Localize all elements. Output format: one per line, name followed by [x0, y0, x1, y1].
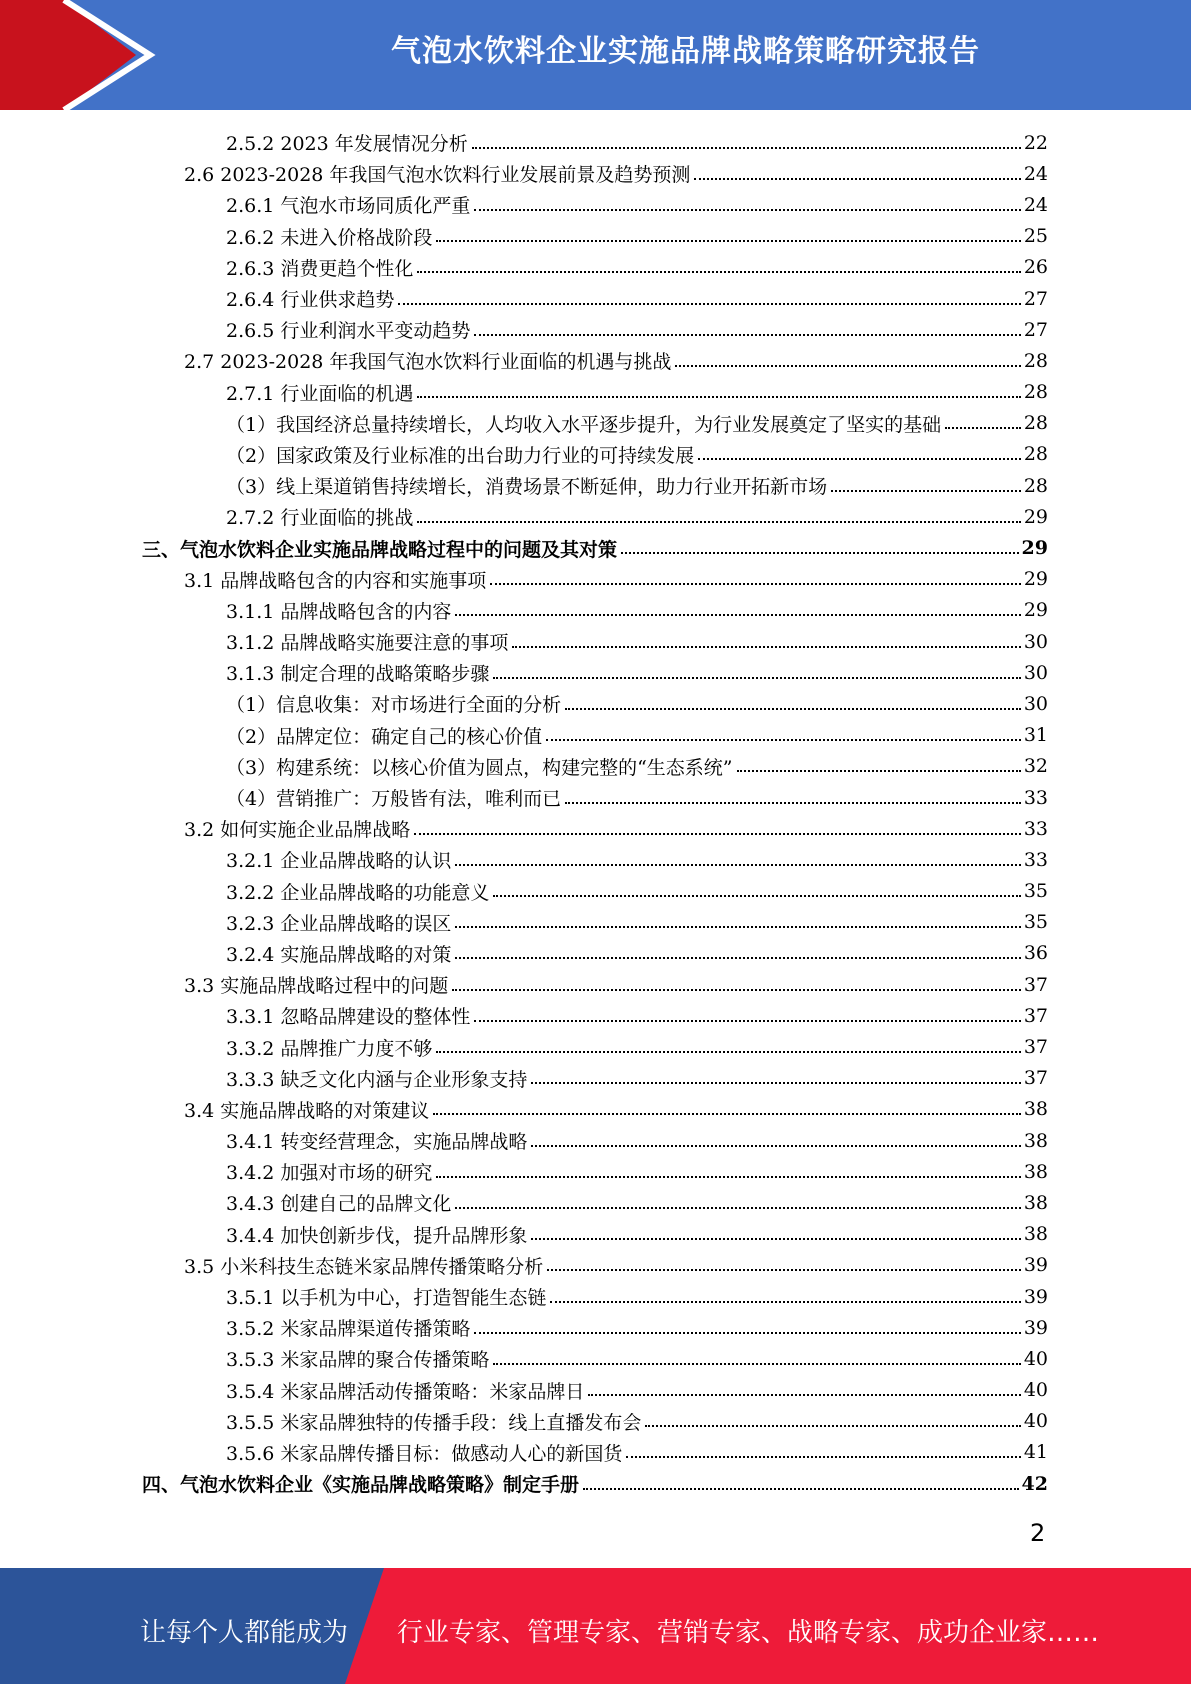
toc-entry-title: 2.6.4 行业供求趋势 [226, 289, 395, 312]
toc-dot-leader [417, 521, 1020, 523]
toc-entry-title: 2.7.1 行业面临的机遇 [226, 382, 414, 405]
toc-entry[interactable] [142, 283, 1048, 314]
toc-dot-leader [472, 147, 1021, 149]
toc-dot-leader [831, 490, 1021, 492]
toc-dot-leader [455, 926, 1020, 928]
toc-entry[interactable] [142, 688, 1048, 719]
toc-entry-title: 3.2.1 企业品牌战略的认识 [226, 850, 452, 873]
toc-dot-leader [531, 1082, 1020, 1084]
toc-entry-page: 30 [1023, 661, 1048, 684]
toc-entry-title: （1）我国经济总量持续增长，人均收入水平逐步提升，为行业发展奠定了坚实的基础 [226, 413, 942, 436]
toc-entry-page: 24 [1023, 162, 1048, 185]
toc-entry-page: 22 [1023, 131, 1048, 154]
toc-entry-page: 32 [1023, 755, 1048, 778]
toc-entry-title: 3.4.4 加快创新步伐，提升品牌形象 [226, 1224, 528, 1247]
toc-entry-page: 38 [1023, 1098, 1048, 1121]
toc-entry-page: 35 [1023, 911, 1048, 934]
toc-entry[interactable] [142, 813, 1048, 844]
toc-dot-leader [436, 240, 1020, 242]
table-of-contents [142, 127, 1048, 1499]
toc-entry[interactable] [142, 876, 1048, 907]
toc-entry[interactable] [142, 1375, 1048, 1406]
toc-entry-page: 26 [1023, 256, 1048, 279]
toc-entry-title: 2.6.5 行业利润水平变动趋势 [226, 320, 471, 343]
toc-entry-title: 四、气泡水饮料企业《实施品牌战略策略》制定手册 [142, 1474, 580, 1497]
toc-dot-leader [474, 334, 1020, 336]
toc-entry-title: 3.5.6 米家品牌传播目标：做感动人心的新国货 [226, 1442, 623, 1465]
toc-entry[interactable] [142, 1437, 1048, 1468]
toc-entry-title: 2.6.1 气泡水市场同质化严重 [226, 195, 471, 218]
toc-dot-leader [474, 1020, 1020, 1022]
toc-entry[interactable] [142, 1063, 1048, 1094]
toc-entry-page: 39 [1023, 1254, 1048, 1277]
toc-entry-page: 38 [1023, 1160, 1048, 1183]
toc-dot-leader [474, 209, 1020, 211]
toc-entry[interactable] [142, 1343, 1048, 1374]
toc-entry[interactable] [142, 844, 1048, 875]
toc-entry-title: （2）国家政策及行业标准的出台助力行业的可持续发展 [226, 444, 695, 467]
toc-entry-page: 40 [1023, 1410, 1048, 1433]
toc-dot-leader [455, 957, 1020, 959]
toc-entry[interactable] [142, 720, 1048, 751]
toc-entry-page: 41 [1023, 1441, 1048, 1464]
toc-entry[interactable] [142, 345, 1048, 376]
toc-dot-leader [546, 739, 1021, 741]
toc-entry[interactable] [142, 189, 1048, 220]
toc-dot-leader [512, 646, 1020, 648]
toc-entry[interactable] [142, 1000, 1048, 1031]
toc-entry-page: 27 [1023, 318, 1048, 341]
toc-entry[interactable] [142, 127, 1048, 158]
toc-entry-title: 3.4.3 创建自己的品牌文化 [226, 1193, 452, 1216]
toc-entry[interactable] [142, 221, 1048, 252]
toc-entry-title: 2.6 2023-2028 年我国气泡水饮料行业发展前景及趋势预测 [184, 164, 691, 187]
toc-entry[interactable] [142, 1187, 1048, 1218]
toc-entry-page: 38 [1023, 1129, 1048, 1152]
toc-entry-title: 3.1.2 品牌战略实施要注意的事项 [226, 632, 509, 655]
toc-dot-leader [493, 677, 1020, 679]
toc-entry-title: 3.3.2 品牌推广力度不够 [226, 1037, 433, 1060]
toc-entry-page: 37 [1023, 973, 1048, 996]
toc-entry-title: 3.4.1 转变经营理念，实施品牌战略 [226, 1131, 528, 1154]
toc-dot-leader [452, 989, 1021, 991]
toc-entry-title: 三、气泡水饮料企业实施品牌战略过程中的问题及其对策 [142, 538, 618, 561]
toc-entry-title: 3.2.4 实施品牌战略的对策 [226, 943, 452, 966]
toc-dot-leader [398, 303, 1020, 305]
toc-entry-title: 2.5.2 2023 年发展情况分析 [226, 133, 468, 156]
toc-entry[interactable] [142, 1125, 1048, 1156]
toc-entry-title: （3）构建系统：以核心价值为圆点，构建完整的“生态系统” [226, 756, 733, 779]
toc-dot-leader [414, 833, 1021, 835]
toc-dot-leader [550, 1301, 1020, 1303]
toc-entry-title: 3.4 实施品牌战略的对策建议 [184, 1099, 430, 1122]
report-title: 气泡水饮料企业实施品牌战略策略研究报告 [391, 34, 980, 69]
toc-entry-page: 39 [1023, 1285, 1048, 1308]
toc-dot-leader [645, 1425, 1020, 1427]
toc-entry[interactable] [142, 532, 1048, 563]
toc-entry-page: 35 [1023, 880, 1048, 903]
toc-entry[interactable] [142, 1312, 1048, 1343]
footer-slogan-right: 行业专家、管理专家、营销专家、战略专家、成功企业家…… [397, 1618, 1100, 1648]
toc-entry-title: （4）营销推广：万般皆有法，唯利而已 [226, 788, 562, 811]
toc-entry-title: （3）线上渠道销售持续增长，消费场景不断延伸，助力行业开拓新市场 [226, 476, 828, 499]
toc-entry[interactable] [142, 751, 1048, 782]
toc-entry-page: 28 [1023, 412, 1048, 435]
toc-entry-title: 3.5 小米科技生态链米家品牌传播策略分析 [184, 1255, 544, 1278]
toc-entry-title: 2.7.2 行业面临的挑战 [226, 507, 414, 530]
toc-entry[interactable] [142, 564, 1048, 595]
toc-entry[interactable] [142, 1156, 1048, 1187]
toc-entry-page: 37 [1023, 1004, 1048, 1027]
toc-entry-page: 33 [1023, 848, 1048, 871]
toc-entry-page: 37 [1023, 1067, 1048, 1090]
toc-entry-page: 29 [1023, 568, 1048, 591]
toc-entry[interactable] [142, 314, 1048, 345]
toc-dot-leader [436, 1051, 1020, 1053]
toc-entry-title: 3.5.1 以手机为中心，打造智能生态链 [226, 1287, 547, 1310]
toc-dot-leader [455, 864, 1020, 866]
toc-entry[interactable] [142, 439, 1048, 470]
toc-entry-page: 27 [1023, 287, 1048, 310]
toc-entry[interactable] [142, 1250, 1048, 1281]
toc-entry[interactable] [142, 782, 1048, 813]
toc-dot-leader [621, 552, 1019, 554]
toc-entry-title: 3.5.5 米家品牌独特的传播手段：线上直播发布会 [226, 1411, 642, 1434]
toc-dot-leader [565, 802, 1021, 804]
toc-entry-page: 37 [1023, 1036, 1048, 1059]
toc-entry-title: （2）品牌定位：确定自己的核心价值 [226, 725, 543, 748]
toc-entry-title: 3.3.1 忽略品牌建设的整体性 [226, 1006, 471, 1029]
toc-entry[interactable] [142, 626, 1048, 657]
toc-entry[interactable] [142, 158, 1048, 189]
toc-entry[interactable] [142, 907, 1048, 938]
toc-entry-title: 3.5.4 米家品牌活动传播策略：米家品牌日 [226, 1380, 585, 1403]
toc-entry-page: 29 [1023, 505, 1048, 528]
toc-dot-leader [493, 895, 1020, 897]
toc-entry[interactable] [142, 1468, 1048, 1499]
toc-entry-page: 42 [1021, 1472, 1048, 1495]
toc-entry[interactable] [142, 470, 1048, 501]
toc-entry-title: 2.6.3 消费更趋个性化 [226, 257, 414, 280]
page-header [0, 0, 1191, 110]
toc-entry-title: 3.3 实施品牌战略过程中的问题 [184, 975, 449, 998]
toc-entry-page: 36 [1023, 942, 1048, 965]
toc-entry-title: 3.2.3 企业品牌战略的误区 [226, 912, 452, 935]
toc-dot-leader [945, 427, 1021, 429]
toc-dot-leader [417, 271, 1020, 273]
toc-entry-page: 30 [1023, 630, 1048, 653]
toc-entry-page: 28 [1023, 443, 1048, 466]
toc-entry[interactable] [142, 1219, 1048, 1250]
toc-entry-page: 30 [1023, 692, 1048, 715]
toc-entry-page: 33 [1023, 786, 1048, 809]
toc-entry[interactable] [142, 1094, 1048, 1125]
toc-entry-page: 29 [1023, 599, 1048, 622]
toc-entry-page: 31 [1023, 724, 1048, 747]
toc-dot-leader [455, 614, 1020, 616]
toc-dot-leader [694, 178, 1020, 180]
toc-entry[interactable] [142, 1406, 1048, 1437]
toc-entry-page: 28 [1023, 349, 1048, 372]
toc-dot-leader [433, 1113, 1021, 1115]
toc-entry[interactable] [142, 377, 1048, 408]
toc-dot-leader [455, 1207, 1020, 1209]
toc-dot-leader [565, 708, 1021, 710]
toc-dot-leader [474, 1332, 1020, 1334]
toc-dot-leader [737, 770, 1021, 772]
page-footer [0, 1568, 1191, 1684]
toc-entry-page: 24 [1023, 193, 1048, 216]
toc-entry-page: 40 [1023, 1347, 1048, 1370]
toc-entry-title: 3.5.2 米家品牌渠道传播策略 [226, 1318, 471, 1341]
toc-entry-title: 3.1.3 制定合理的战略策略步骤 [226, 663, 490, 686]
toc-dot-leader [583, 1488, 1019, 1490]
toc-entry-page: 28 [1023, 381, 1048, 404]
toc-dot-leader [588, 1394, 1020, 1396]
toc-entry-title: 3.2.2 企业品牌战略的功能意义 [226, 881, 490, 904]
toc-dot-leader [698, 458, 1021, 460]
toc-entry[interactable] [142, 1281, 1048, 1312]
toc-entry[interactable] [142, 1031, 1048, 1062]
toc-entry[interactable] [142, 408, 1048, 439]
toc-entry-title: （1）信息收集：对市场进行全面的分析 [226, 694, 562, 717]
toc-entry-title: 3.2 如何实施企业品牌战略 [184, 819, 411, 842]
toc-entry-page: 38 [1023, 1191, 1048, 1214]
page-number: 2 [1030, 1519, 1046, 1547]
toc-dot-leader [417, 396, 1020, 398]
toc-entry-title: 3.3.3 缺乏文化内涵与企业形象支持 [226, 1068, 528, 1091]
toc-dot-leader [490, 583, 1021, 585]
toc-dot-leader [547, 1269, 1021, 1271]
toc-dot-leader [436, 1176, 1020, 1178]
toc-entry-title: 2.6.2 未进入价格战阶段 [226, 226, 433, 249]
toc-entry[interactable] [142, 595, 1048, 626]
toc-entry-title: 3.1.1 品牌战略包含的内容 [226, 600, 452, 623]
toc-dot-leader [531, 1145, 1020, 1147]
toc-entry-page: 29 [1021, 537, 1048, 560]
toc-entry-title: 3.4.2 加强对市场的研究 [226, 1162, 433, 1185]
toc-entry[interactable] [142, 252, 1048, 283]
toc-entry-page: 25 [1023, 225, 1048, 248]
toc-entry-title: 3.1 品牌战略包含的内容和实施事项 [184, 569, 487, 592]
toc-entry[interactable] [142, 501, 1048, 532]
toc-entry-page: 28 [1023, 474, 1048, 497]
toc-entry[interactable] [142, 969, 1048, 1000]
toc-entry[interactable] [142, 657, 1048, 688]
toc-dot-leader [626, 1456, 1020, 1458]
toc-entry-title: 3.5.3 米家品牌的聚合传播策略 [226, 1349, 490, 1372]
toc-dot-leader [531, 1238, 1020, 1240]
toc-entry[interactable] [142, 938, 1048, 969]
toc-entry-page: 38 [1023, 1223, 1048, 1246]
toc-entry-page: 40 [1023, 1379, 1048, 1402]
footer-slogan-left: 让每个人都能成为 [140, 1618, 349, 1648]
toc-entry-page: 39 [1023, 1316, 1048, 1339]
toc-entry-title: 2.7 2023-2028 年我国气泡水饮料行业面临的机遇与挑战 [184, 351, 672, 374]
toc-dot-leader [493, 1363, 1020, 1365]
toc-dot-leader [675, 365, 1020, 367]
toc-entry-page: 33 [1023, 817, 1048, 840]
